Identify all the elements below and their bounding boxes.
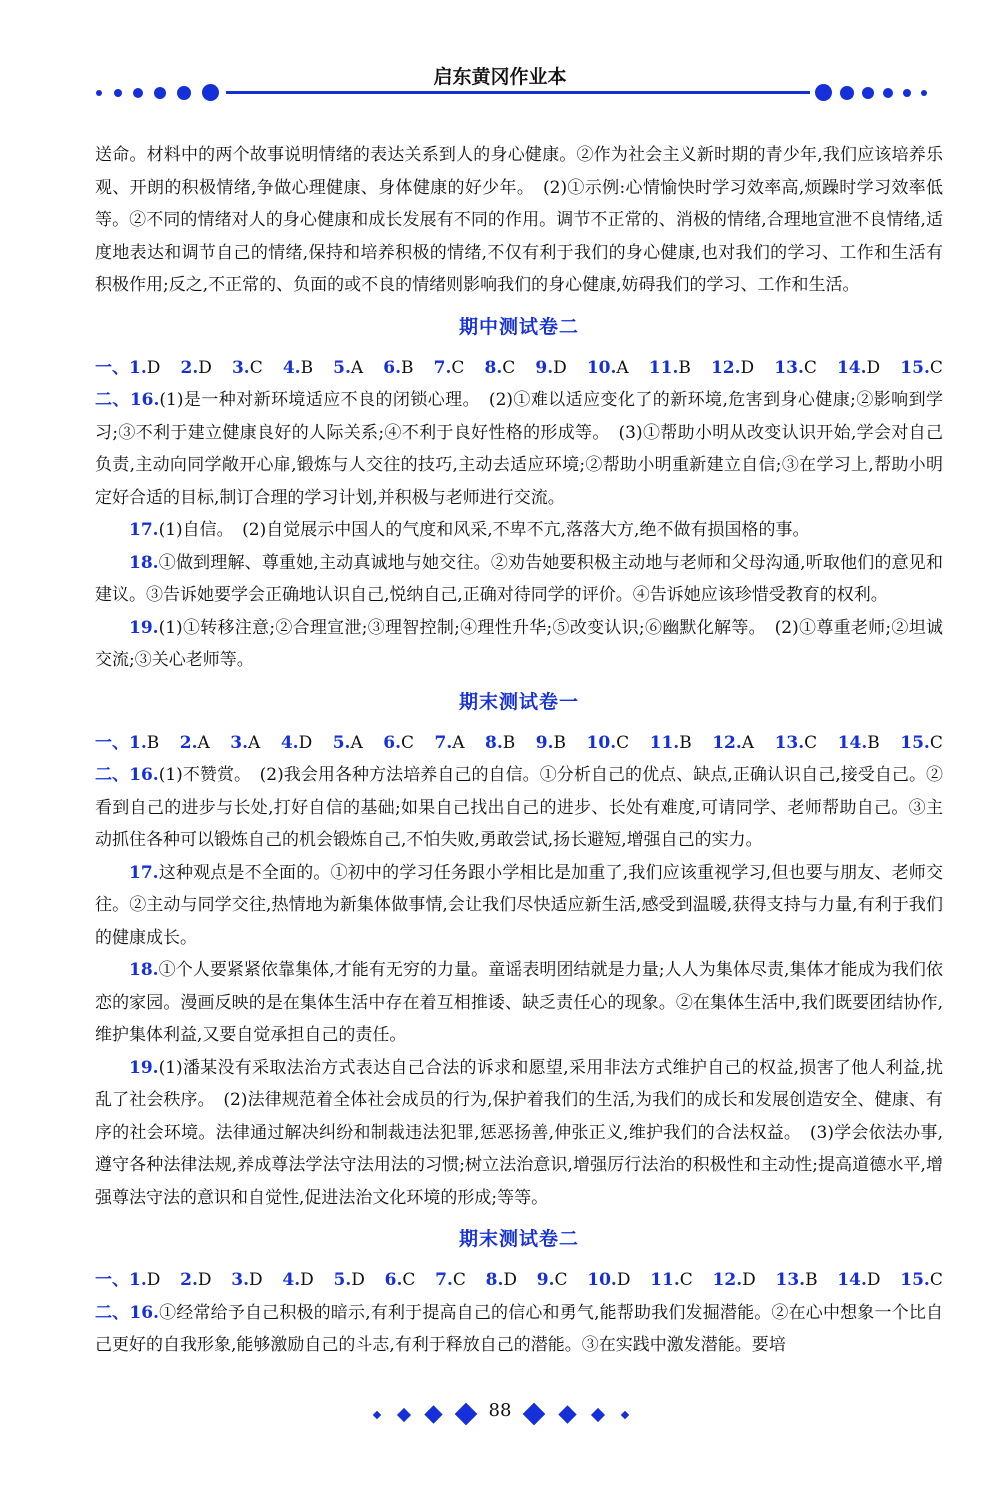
footer-diamond-right-2 (558, 1405, 576, 1423)
answer-letter: B (867, 732, 880, 753)
question-number: 14. (837, 732, 868, 753)
question-number: 16. (129, 390, 160, 410)
answer-letter: A (741, 732, 755, 753)
header-dot-right-1 (815, 84, 832, 101)
answer-paragraph (95, 759, 943, 857)
answer-letter: D (146, 1270, 161, 1290)
answer-paragraph (95, 1052, 943, 1215)
mc-answer (712, 727, 754, 760)
answer-content (95, 139, 943, 1362)
header-dot-left-4 (154, 87, 166, 99)
answer-letter: C (616, 732, 630, 753)
question-number: 4. (282, 357, 301, 378)
answer-letter: C (400, 732, 414, 753)
answer-letter: D (742, 1270, 756, 1290)
question-number: 1. (129, 357, 147, 378)
answer-letter: D (553, 357, 567, 378)
mc-answer (283, 352, 313, 385)
section-title: 期中测试卷二 (458, 315, 579, 338)
question-number: 14. (837, 1270, 867, 1290)
question-number: 9. (535, 732, 554, 753)
part-lead: 一、 (95, 732, 129, 753)
mc-answer (775, 1264, 817, 1297)
mc-answer (232, 352, 263, 385)
mc-answer (383, 727, 414, 760)
answer-text: 这种观点是不全面的。①初中的学习任务跟小学相比是加重了,我们应该重视学习,但也要与朋友、老师交往。②主动与同学交往,热情地为新集体做事情,会让我们尽快适应新生活,感受到温暖,获得支持与力量,有利于我们的健康成长。 (95, 862, 943, 948)
answer-letter: D (146, 357, 161, 378)
mc-answer (535, 352, 566, 385)
question-number: 15. (900, 732, 930, 753)
footer-diamond-right-3 (591, 1408, 605, 1422)
answer-paragraph (95, 547, 943, 612)
answer-text: (1)潘某没有采取法治方式表达自己合法的诉求和愿望,采用非法方式维护自己的权益,损害了他人利益,扰乱了社会秩序。 (2)法律规范着全体社会成员的行为,保护着我们的生活,为我们的成长和发展创造安全、健康、有序的社会环境。法律通过解决纠纷和制裁违法犯罪,惩恶扬善,伸张正义,维护我们的合法权益。 (3)学会依法办事,遵守各种法律法规,养成尊法学法守法用法的习惯;树立法治意识,增强厉行法治的积极性和主动性;提高道德水平,增强尊法守法的意识和自觉性,促进法治文化环境的形成;等等。 (95, 1057, 943, 1208)
answer-letter: D (249, 1270, 263, 1290)
answer-paragraph (95, 612, 943, 677)
mc-answer (333, 352, 363, 385)
answer-text: (1)是一种对新环境适应不良的闭锁心理。 (2)①难以适应变化了的新环境,危害到身心健康;②影响到学习;③不利于建立健康良好的人际关系;④不利于良好性格的形成等。 (3)①帮助小明从改变认识开始,学会对自己负责,主动向同学敞开心扉,锻炼与人交往的技巧,主动去适应环境;②帮助小明重新建立自信;③在学习上,帮助小明定好合适的目标,制订合理的学习计划,并积极与老师进行交流。 (95, 390, 944, 508)
answer-letter: D (198, 357, 212, 378)
mc-answer (230, 727, 260, 760)
question-number: 9. (536, 1270, 555, 1290)
answer-text: (1)自信。 (2)自觉展示中国人的气度和风采,不卑不亢,落落大方,绝不做有损国格的事。 (158, 520, 810, 540)
question-number: 19. (129, 617, 159, 638)
answer-letter: B (805, 1270, 818, 1290)
mc-answer (900, 352, 943, 385)
mc-answer (95, 352, 160, 385)
mc-answer (900, 1264, 943, 1297)
question-number: 10. (587, 1270, 617, 1290)
mc-answer (383, 352, 413, 385)
page-header (0, 62, 1000, 102)
part-lead: 一、 (95, 1270, 129, 1290)
footer-diamond-left-2 (397, 1408, 411, 1422)
page-number: 88 (488, 1400, 512, 1421)
header-dot-left-3 (133, 88, 143, 98)
mc-answer (485, 352, 516, 385)
header-dot-right-5 (903, 89, 911, 97)
footer-diamond-left-3 (424, 1405, 442, 1423)
intro-paragraph: 送命。材料中的两个故事说明情绪的表达关系到人的身心健康。②作为社会主义新时期的青少年,我们应该培养乐观、开朗的积极情绪,争做心理健康、身体健康的好少年。 (2)①示例:心情愉快时学习效率高,烦躁时学习效率低等。②不同的情绪对人的身心健康和成长发展有不同的作用。调节不正常的、消极的情绪,合理地宣泄不良情绪,适度地表达和调节自己的情绪,保持和培养积极的情绪,不仅有利于我们的身心健康,也对我们的学习、工作和生活有积极作用;反之,不正常的、负面的或不良的情绪则影响我们的身心健康,妨碍我们的学习、工作和生活。 (95, 145, 943, 295)
question-number: 2. (180, 357, 199, 378)
question-number: 10. (586, 732, 617, 753)
part-lead: 二、 (95, 390, 130, 410)
header-dot-left-5 (177, 86, 191, 100)
mc-answer (838, 727, 880, 760)
answer-letter: A (350, 357, 364, 378)
answer-letter: B (553, 732, 567, 753)
mc-answer (333, 727, 363, 760)
header-dot-left-6 (202, 84, 219, 101)
question-number: 3. (231, 1270, 249, 1290)
mc-answer (486, 1264, 517, 1297)
question-number: 18. (129, 960, 159, 980)
answer-paragraph (95, 954, 943, 1052)
mc-answer (180, 727, 210, 760)
answer-letter: D (616, 1270, 631, 1290)
answer-letter: A (616, 357, 629, 378)
mc-answer (95, 727, 159, 760)
header-dot-right-6 (921, 90, 927, 96)
mc-answers-row (95, 727, 943, 760)
answer-letter: D (298, 732, 313, 753)
answer-letter: D (740, 357, 755, 378)
answer-letter: C (451, 357, 465, 378)
question-number: 16. (129, 1302, 159, 1323)
mc-answer (774, 352, 817, 385)
answer-text: (1)①转移注意;②合理宣泄;③理智控制;④理性升华;⑤改变认识;⑥幽默化解等。 (2)①尊重老师;②坦诚交流;③关心老师等。 (95, 617, 943, 670)
question-number: 19. (129, 1057, 159, 1078)
question-number: 1. (129, 1270, 147, 1290)
question-number: 5. (332, 732, 351, 753)
mc-answer (95, 1264, 160, 1297)
answer-letter: D (866, 357, 881, 378)
footer-diamond-right-4 (621, 1411, 629, 1419)
mc-answer (775, 727, 818, 760)
question-number: 8. (485, 1270, 504, 1290)
question-number: 12. (710, 357, 741, 378)
answer-paragraph (95, 857, 943, 955)
footer-diamond-left-4 (455, 1403, 478, 1426)
mc-answer (837, 1264, 880, 1297)
question-number: 3. (231, 357, 250, 378)
mc-answer (282, 1264, 313, 1297)
question-number: 17. (129, 520, 159, 540)
answer-letter: C (452, 1270, 466, 1290)
mc-answer (435, 1264, 466, 1297)
mc-answer (180, 352, 211, 385)
question-number: 11. (650, 1270, 680, 1290)
header-title: 启东黄冈作业本 (433, 66, 567, 88)
question-number: 13. (775, 1270, 806, 1290)
question-number: 11. (648, 357, 679, 378)
mc-answer (385, 1264, 416, 1297)
question-number: 4. (280, 732, 299, 753)
question-number: 9. (535, 357, 554, 378)
answer-letter: D (503, 1270, 518, 1290)
question-number: 13. (774, 732, 805, 753)
question-number: 15. (900, 1270, 930, 1290)
answer-text: ①经常给予自己积极的暗示,有利于提高自己的信心和勇气,能帮助我们发掘潜能。②在心中想象一个比自己更好的自我形象,能够激励自己的斗志,有利于释放自己的潜能。③在实践中激发潜能。要培 (95, 1302, 944, 1355)
mc-answer (711, 352, 754, 385)
section-title: 期末测试卷一 (458, 690, 579, 713)
mc-answer (837, 352, 880, 385)
section-title: 期末测试卷二 (458, 1228, 579, 1250)
answer-letter: A (248, 732, 261, 753)
question-number: 18. (129, 552, 159, 573)
question-number: 10. (586, 357, 617, 378)
answer-paragraph (95, 514, 943, 547)
mc-answer (281, 727, 312, 760)
question-number: 7. (433, 357, 452, 378)
answer-paragraph (95, 1297, 943, 1362)
answer-letter: C (249, 357, 263, 378)
mc-answer (231, 1264, 262, 1297)
mc-answer (900, 727, 943, 760)
mc-answer (180, 1264, 211, 1297)
question-number: 2. (180, 1270, 198, 1290)
answer-letter: A (452, 732, 465, 753)
mc-answer (650, 1264, 693, 1297)
answer-letter: B (146, 732, 160, 753)
answer-letter: C (502, 357, 516, 378)
part-lead: 二、 (95, 765, 130, 785)
answer-letter: B (401, 357, 414, 378)
header-dot-left-1 (96, 90, 102, 96)
header-dot-right-4 (883, 88, 893, 98)
question-number: 17. (129, 862, 159, 883)
question-number: 5. (333, 1270, 352, 1290)
answer-text: ①做到理解、尊重她,主动真诚地与她交往。②劝告她要积极主动地与老师和父母沟通,听取他们的意见和建议。③告诉她要学会正确地认识自己,悦纳自己,正确对待同学的评价。④告诉她应该珍惜受教育的权利。 (95, 552, 943, 605)
header-dot-right-2 (840, 86, 854, 100)
header-dot-left-2 (114, 89, 122, 97)
mc-answer (587, 352, 629, 385)
question-number: 16. (129, 765, 159, 785)
footer-diamond-left-1 (373, 1411, 381, 1419)
question-number: 6. (383, 357, 402, 378)
answer-letter: B (679, 732, 692, 753)
answer-letter: D (300, 1270, 314, 1290)
answer-letter: C (804, 732, 818, 753)
part-lead: 一、 (95, 357, 129, 378)
mc-answer (587, 1264, 630, 1297)
question-number: 1. (129, 732, 147, 753)
page-footer (0, 1400, 1000, 1440)
question-number: 6. (383, 732, 401, 753)
question-number: 11. (649, 732, 680, 753)
answer-letter: D (197, 1270, 212, 1290)
mc-answers-row (95, 352, 943, 385)
question-number: 12. (712, 732, 742, 753)
answer-paragraph (95, 384, 943, 514)
mc-answer (649, 352, 691, 385)
answer-letter: C (679, 1270, 693, 1290)
question-number: 15. (900, 357, 930, 378)
mc-answer (587, 727, 630, 760)
mc-answer (650, 727, 692, 760)
answer-letter: B (300, 357, 314, 378)
footer-diamond-right-1 (523, 1403, 546, 1426)
mc-answer (713, 1264, 756, 1297)
answer-letter: C (929, 357, 943, 378)
question-number: 7. (435, 1270, 453, 1290)
mc-answer (536, 727, 566, 760)
question-number: 13. (774, 357, 804, 378)
answer-letter: B (502, 732, 516, 753)
question-number: 2. (179, 732, 198, 753)
answer-letter: C (554, 1270, 568, 1290)
header-rule (226, 91, 810, 94)
answer-letter: D (866, 1270, 881, 1290)
question-number: 6. (384, 1270, 403, 1290)
mc-answer (435, 727, 465, 760)
mc-answer (485, 727, 515, 760)
question-number: 7. (434, 732, 453, 753)
question-number: 14. (836, 357, 867, 378)
answer-letter: A (197, 732, 210, 753)
answer-letter: B (678, 357, 691, 378)
mc-answer (334, 1264, 365, 1297)
answer-letter: C (929, 732, 943, 753)
question-number: 8. (485, 732, 503, 753)
mc-answer (537, 1264, 568, 1297)
answer-letter: D (351, 1270, 365, 1290)
mc-answers-row (95, 1264, 943, 1297)
answer-letter: C (929, 1270, 943, 1290)
question-number: 3. (230, 732, 249, 753)
question-number: 12. (712, 1270, 743, 1290)
answer-text: (1)不赞赏。 (2)我会用各种方法培养自己的自信。①分析自己的优点、缺点,正确认识自己,接受自己。②看到自己的进步与长处,打好自信的基础;如果自己找出自己的进步、长处有难度,可请同学、老师帮助自己。③主动抓住各种可以锻炼自己的机会锻炼自己,不怕失败,勇敢尝试,扬长避短,增强自己的实力。 (95, 765, 943, 850)
question-number: 5. (333, 357, 351, 378)
answer-letter: C (803, 357, 817, 378)
header-dot-right-3 (862, 87, 874, 99)
question-number: 4. (282, 1270, 301, 1290)
part-lead: 二、 (95, 1302, 130, 1323)
answer-letter: C (402, 1270, 416, 1290)
mc-answer (434, 352, 465, 385)
question-number: 8. (484, 357, 503, 378)
answer-letter: A (350, 732, 363, 753)
answer-text: ①个人要紧紧依靠集体,才能有无穷的力量。童谣表明团结就是力量;人人为集体尽责,集体才能成为我们依恋的家园。漫画反映的是在集体生活中存在着互相推诿、缺乏责任心的现象。②在集体生活中,我们既要团结协作,维护集体利益,又要自觉承担自己的责任。 (95, 960, 943, 1045)
